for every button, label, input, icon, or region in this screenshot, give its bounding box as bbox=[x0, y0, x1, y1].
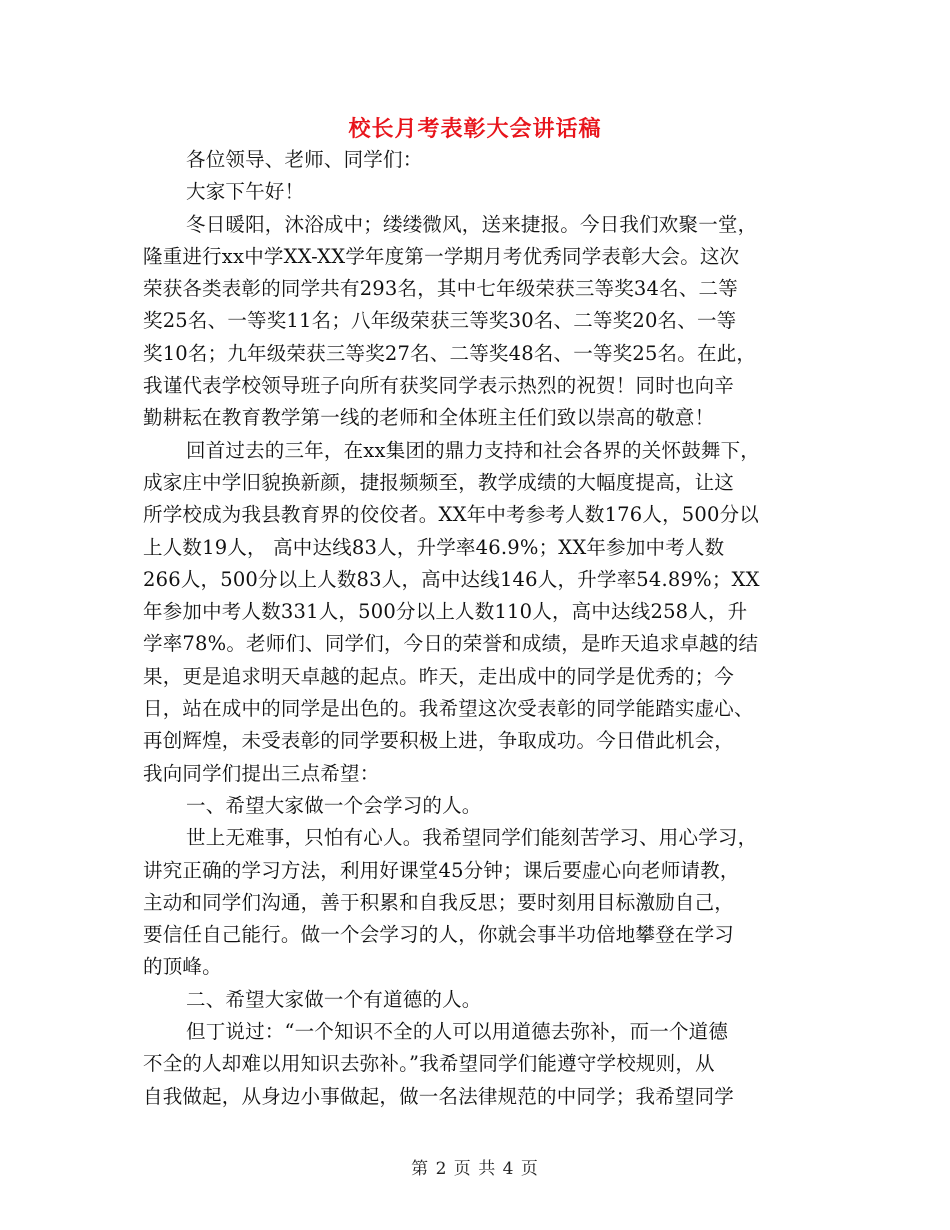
text-line: 世上无难事，只怕有心人。我希望同学们能刻苦学习、用心学习， bbox=[186, 826, 758, 850]
text-line: 年参加中考人数331人，500分以上人数110人，高中达线258人，升 bbox=[143, 600, 748, 624]
document-title: 校长月考表彰大会讲话稿 bbox=[348, 116, 602, 142]
text-line: 不全的人却难以用知识去弥补。”我希望同学们能遵守学校规则，从 bbox=[143, 1052, 715, 1076]
text-line: 266人，500分以上人数83人，高中达线146人，升学率54.89%；XX bbox=[143, 567, 760, 591]
text-line: 奖25名、一等奖11名；八年级荣获三等奖30名、二等奖20名、一等 bbox=[143, 309, 737, 333]
text-line: 所学校成为我县教育界的佼佼者。XX年中考参考人数176人，500分以 bbox=[143, 503, 760, 527]
text-line: 学率78%。老师们、同学们，今日的荣誉和成绩，是昨天追求卓越的结 bbox=[143, 632, 759, 656]
text-line: 隆重进行xx中学XX-XX学年度第一学期月考优秀同学表彰大会。这次 bbox=[143, 244, 740, 268]
text-line: 果，更是追求明天卓越的起点。昨天，走出成中的同学是优秀的；今 bbox=[143, 664, 735, 688]
text-line: 再创辉煌，未受表彰的同学要积极上进，争取成功。今日借此机会， bbox=[143, 729, 735, 753]
text-line: 回首过去的三年，在xx集团的鼎力支持和社会各界的关怀鼓舞下， bbox=[186, 438, 760, 462]
text-line: 上人数19人， 高中达线83人，升学率46.9%；XX年参加中考人数 bbox=[143, 535, 725, 559]
text-line: 讲究正确的学习方法，利用好课堂45分钟；课后要虚心向老师请教， bbox=[143, 858, 740, 882]
text-line: 奖10名；九年级荣获三等奖27名、二等奖48名、一等奖25名。在此， bbox=[143, 341, 757, 365]
text-line: 日，站在成中的同学是出色的。我希望这次受表彰的同学能踏实虚心、 bbox=[143, 697, 754, 721]
text-line: 成家庄中学旧貌换新颜，捷报频频至，教学成绩的大幅度提高，让这 bbox=[143, 470, 735, 494]
text-line: 荣获各类表彰的同学共有293名，其中七年级荣获三等奖34名、二等 bbox=[143, 277, 738, 301]
text-line: 我向同学们提出三点希望： bbox=[143, 761, 380, 785]
text-line: 大家下午好！ bbox=[186, 180, 305, 204]
document-body bbox=[143, 144, 818, 1113]
text-line: 主动和同学们沟通，善于积累和自我反思；要时刻用目标激励自己， bbox=[143, 890, 735, 914]
text-line: 一、希望大家做一个会学习的人。 bbox=[186, 793, 482, 817]
text-line: 自我做起，从身边小事做起，做一名法律规范的中同学；我希望同学 bbox=[143, 1084, 735, 1108]
text-line: 二、希望大家做一个有道德的人。 bbox=[186, 987, 482, 1011]
text-line: 勤耕耘在教育教学第一线的老师和全体班主任们致以崇高的敬意！ bbox=[143, 406, 715, 430]
text-line: 但丁说过：“一个知识不全的人可以用道德去弥补，而一个道德 bbox=[186, 1020, 729, 1044]
page-footer: 第 2 页 共 4 页 bbox=[411, 1159, 539, 1179]
text-line: 我谨代表学校领导班子向所有获奖同学表示热烈的祝贺！同时也向辛 bbox=[143, 374, 735, 398]
text-line: 要信任自己能行。做一个会学习的人，你就会事半功倍地攀登在学习 bbox=[143, 923, 735, 947]
text-line: 的顶峰。 bbox=[143, 955, 222, 979]
text-line: 冬日暖阳，沐浴成中；缕缕微风，送来捷报。今日我们欢聚一堂， bbox=[186, 212, 758, 236]
text-line: 各位领导、老师、同学们： bbox=[186, 148, 423, 171]
